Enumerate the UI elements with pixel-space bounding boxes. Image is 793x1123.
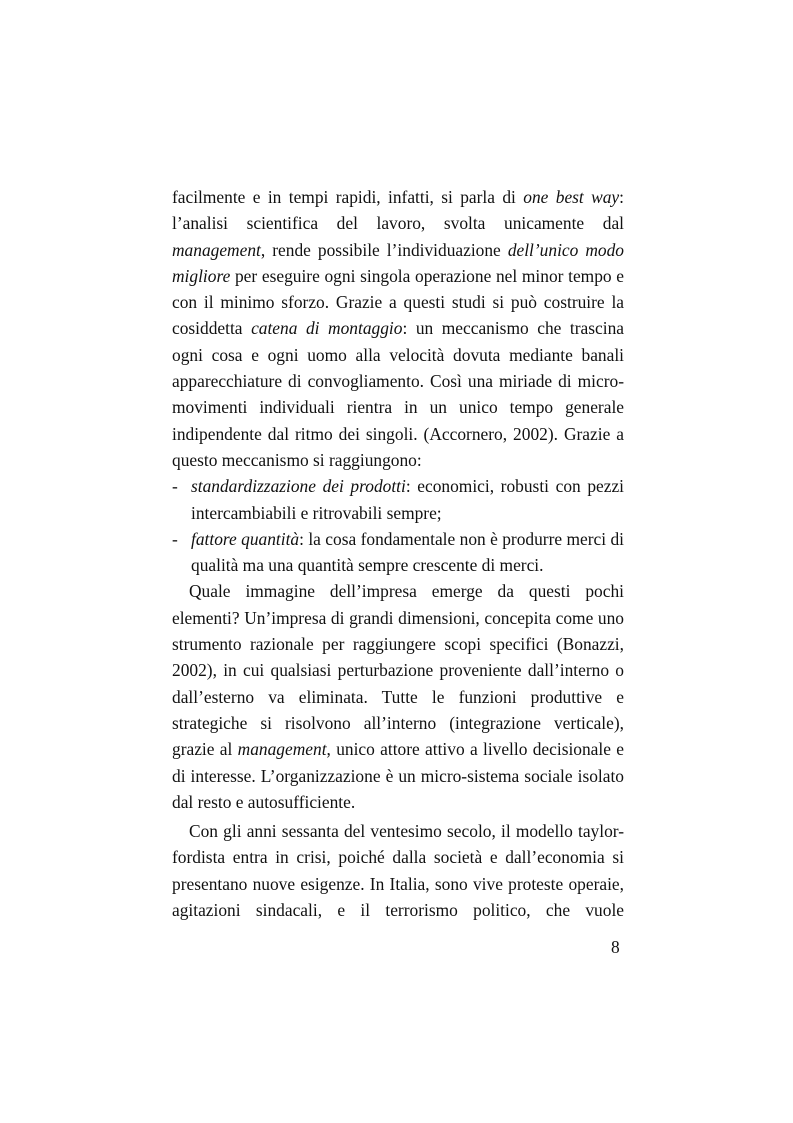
text-line: Quale immagine dell’impresa emerge da questi pochi [189,581,624,602]
text-line: questo meccanismo si raggiungono: [172,449,422,470]
text-line: cosiddetta catena di montaggio: un meccanismo che trascina [172,318,624,339]
text-line: migliore per eseguire ogni singola operazione nel minor tempo e [172,265,624,286]
text-line: dall’esterno va eliminata. Tutte le funzioni produttive e [172,686,624,707]
text-line: fordista entra in crisi, poiché dalla società e dall’economia si [172,847,624,868]
list-item-continuation: intercambiabili e ritrovabili sempre; [191,502,442,523]
list-dash: - [172,476,178,497]
list-item-continuation: qualità ma una quantità sempre crescente di merci. [191,555,544,576]
text-line: con il minimo sforzo. Grazie a questi studi si può costruire la [172,292,624,313]
text-line: dal resto e autosufficiente. [172,791,356,812]
text-line: grazie al management, unico attore attivo a livello decisionale e [172,739,624,760]
list-item: - fattore quantità: la cosa fondamentale non è produrre merci di [172,526,624,552]
text-line: apparecchiature di convogliamento. Così una miriade di micro- [172,371,624,392]
text-line: facilmente e in tempi rapidi, infatti, si parla di one best way: [172,187,624,207]
text-line: agitazioni sindacali, e il terrorismo politico, che vuole [172,900,624,921]
paragraph-3 [172,818,624,923]
list-item: - standardizzazione dei prodotti: economici, robusti con pezzi [172,473,624,499]
bullet-list [172,473,624,578]
text-line: indipendente dal ritmo dei singoli. (Accornero, 2002). Grazie a [172,423,624,444]
text-line: 2002), in cui qualsiasi perturbazione proveniente dall’interno o [172,660,624,681]
text-line: Con gli anni sessanta del ventesimo secolo, il modello taylor- [189,821,624,842]
text-line: strumento razionale per raggiungere scopi specifici (Bonazzi, [172,634,624,655]
text-line: l’analisi scientifica del lavoro, svolta unicamente dal [172,213,624,234]
text-line: presentano nuove esigenze. In Italia, sono vive proteste operaie, [172,873,624,894]
text-line: ogni cosa e ogni uomo alla velocità dovuta mediante banali [172,344,624,365]
text-line: elementi? Un’impresa di grandi dimensioni, concepita come uno [172,607,624,628]
list-dash: - [172,528,178,549]
paragraph-2 [172,578,624,815]
text-line: management, rende possibile l’individuazione dell’unico modo [172,239,625,260]
page-number: 8 [611,937,620,957]
text-line: strategiche si risolvono all’interno (integrazione verticale), [172,712,624,733]
text-line: di interesse. L’organizzazione è un micro-sistema sociale isolato [172,765,624,786]
page-body [172,184,624,923]
text-line: movimenti individuali rientra in un unico tempo generale [172,397,624,418]
